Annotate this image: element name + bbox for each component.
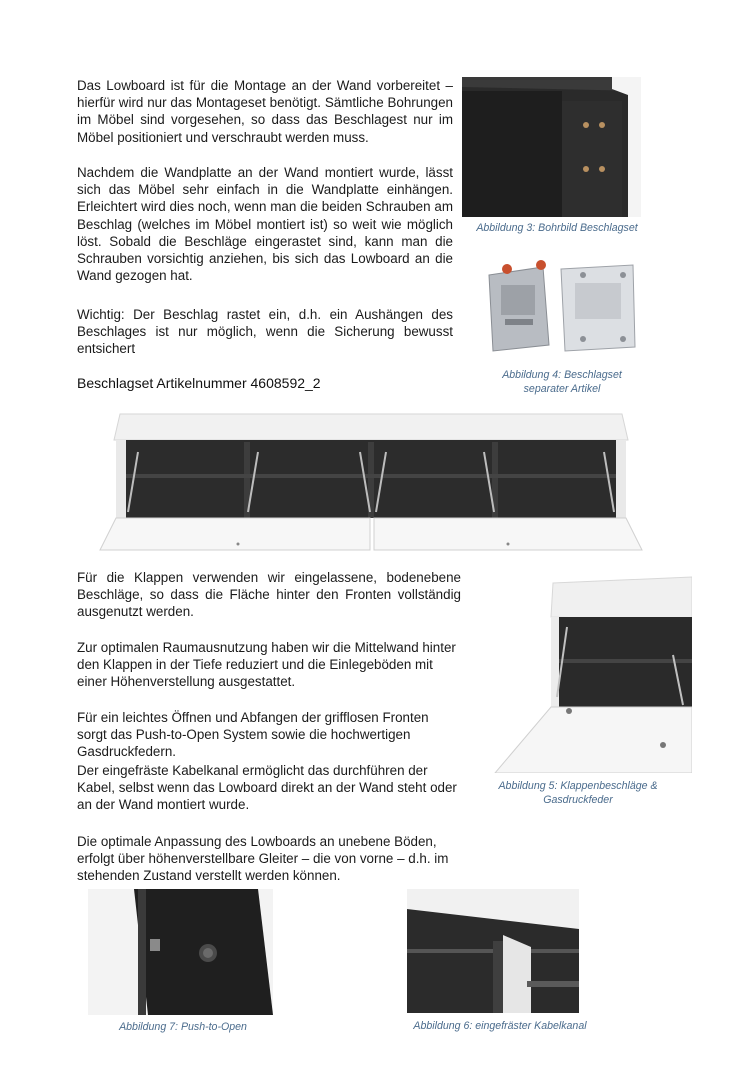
figure-cable-channel-image [407, 889, 579, 1013]
figure-flap-hinge-image [493, 575, 692, 773]
paragraph-wall-mounting: Das Lowboard ist für die Montage an der Wand vorbereitet – hierfür wird nur das Montageset benötigt. Sämtliche Bohrungen im Möbel sind vorgesehen, so dass das Beschlagest nur im Möbel positioniert und verschraubt werden muss. [77, 78, 453, 145]
figure-7-caption: Abbildung 7: Push-to-Open [119, 1021, 247, 1033]
paragraph-important-note: Wichtig: Der Beschlag rastet ein, d.h. ein Aushängen des Beschlages ist nur möglich, wenn die Sicherung bewusst entsichert [77, 307, 453, 357]
paragraph-hanging-instructions: Nachdem die Wandplatte an der Wand montiert wurde, lässt sich das Möbel sehr einfach in die Wandplatte einhängen. Erleichtert wird dies noch, wenn man die beiden Schrauben am Beschlag (welches im Möbel montiert ist) so weit wie möglich löst. Sobald die Beschläge eingerastet sind, kann man die Schrauben vorsichtig anziehen, bis sich das Lowboard an die Wand gezogen hat. [77, 165, 453, 284]
paragraph-cable-channel: Der eingefräste Kabelkanal ermöglicht das durchführen der Kabel, selbst wenn das Lowboard direkt an der Wand steht oder an der Wand montiert wurde. [77, 763, 457, 813]
paragraph-push-to-open: Für ein leichtes Öffnen und Abfangen der grifflosen Fronten sorgt das Push-to-Open System sowie die hochwertigen Gasdruckfedern. [77, 710, 429, 760]
figure-4-caption-line-1: Abbildung 4: Beschlagset [502, 369, 622, 381]
paragraph-space-usage: Zur optimalen Raumausnutzung haben wir die Mittelwand hinter den Klappen in der Tiefe reduziert und die Einlegeböden mit einer Höhenverstellung ausgestattet. [77, 640, 456, 690]
figure-5-caption-line-1: Abbildung 5: Klappenbeschläge & [498, 780, 658, 792]
figure-6-caption: Abbildung 6: eingefräster Kabelkanal [413, 1020, 587, 1032]
paragraph-glides: Die optimale Anpassung des Lowboards an unebene Böden, erfolgt über höhenverstellbare Gleiter – die von vorne – d.h. im stehenden Zustand verstellt werden können. [77, 834, 449, 884]
figure-drill-pattern-image [462, 77, 641, 217]
figure-3-caption: Abbildung 3: Bohrbild Beschlagset [476, 222, 638, 234]
figure-4-caption-line-2: separater Artikel [523, 383, 601, 395]
figure-bracket-set-image [483, 255, 645, 359]
paragraph-flap-hinges: Für die Klappen verwenden wir eingelassene, bodenebene Beschläge, so dass die Fläche hinter den Fronten vollständig ausgenutzt werden. [77, 570, 461, 620]
figure-5-caption-line-2: Gasdruckfeder [543, 794, 613, 806]
section-heading-article-number: Beschlagset Artikelnummer 4608592_2 [77, 375, 321, 391]
figure-push-to-open-image [88, 889, 273, 1015]
lowboard-open-flaps-image [98, 412, 644, 552]
